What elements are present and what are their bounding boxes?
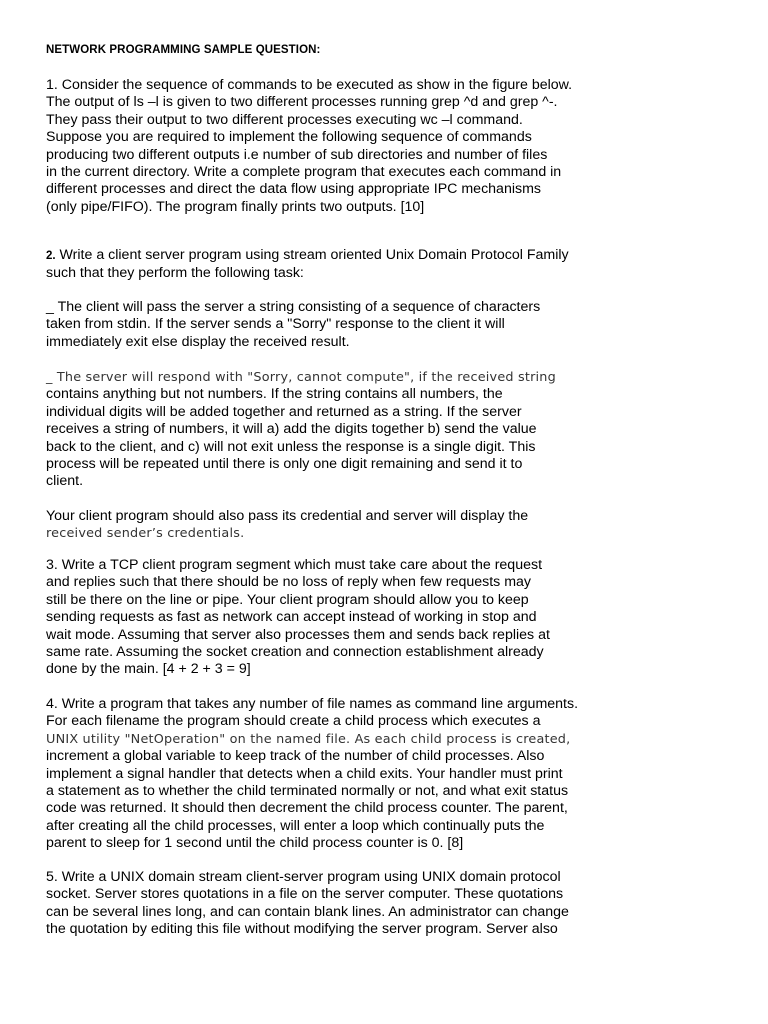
- q2-bullet-1: [46, 299, 646, 351]
- q1-line: The output of ls –l is given to two different processes running grep ^d and grep ^-.: [46, 94, 558, 111]
- q2-bullet2-line: receives a string of numbers, it will a) add the digits together b) send the value: [46, 421, 537, 438]
- q4-line: parent to sleep for 1 second until the child process counter is 0. [8]: [46, 835, 464, 852]
- q4-line: increment a global variable to keep track of the number of child processes. Also: [46, 748, 545, 765]
- q4-line: implement a signal handler that detects when a child exits. Your handler must print: [46, 765, 563, 782]
- q2-bullet2-line: back to the client, and c) will not exit unless the response is a single digit. This: [46, 438, 536, 455]
- q2-credentials-line: Your client program should also pass its credential and server will display the: [46, 508, 529, 524]
- q1-line: Suppose you are required to implement the following sequence of commands: [46, 129, 532, 146]
- q2-bullet2-first-line: _ The server will respond with "Sorry, cannot compute", if the received string: [46, 370, 556, 385]
- q4-line: after creating all the child processes, will enter a loop which continually puts the: [46, 817, 545, 834]
- question-2: [46, 247, 646, 283]
- q1-line: different processes and direct the data flow using appropriate IPC mechanisms: [46, 181, 541, 198]
- q4-line: For each filename the program should create a child process which executes a: [46, 713, 541, 730]
- q4-line: 4. Write a program that takes any number of file names as command line arguments.: [46, 696, 579, 712]
- q2-bullet1-line: taken from stdin. If the server sends a "Sorry" response to the client it will: [46, 316, 505, 333]
- q2-bullet1-line: immediately exit else display the received result.: [46, 333, 350, 350]
- q2-bullet-2: [46, 369, 646, 491]
- q1-line: They pass their output to two different processes executing wc –l command.: [46, 111, 523, 128]
- document-title: NETWORK PROGRAMMING SAMPLE QUESTION:: [46, 44, 321, 56]
- q2-line: such that they perform the following task:: [46, 265, 304, 282]
- question-4: [46, 696, 646, 853]
- question-1: [46, 77, 646, 216]
- q2-credentials: [46, 508, 646, 543]
- q3-line: and replies such that there should be no loss of reply when few requests may: [46, 574, 532, 591]
- q2-intro-text: Write a client server program using stream oriented Unix Domain Protocol Family: [55, 247, 569, 263]
- q1-line: producing two different outputs i.e number of sub directories and number of files: [46, 146, 548, 163]
- q2-intro-line: [46, 247, 646, 265]
- q2-bullet2-line: contains anything but not numbers. If the string contains all numbers, the: [46, 386, 503, 403]
- q2-bullet1-line: _ The client will pass the server a string consisting of a sequence of characters: [46, 299, 541, 315]
- question-3: [46, 557, 646, 679]
- q2-bullet2-line: individual digits will be added together and returned as a string. If the server: [46, 403, 522, 420]
- q3-line: same rate. Assuming the socket creation and connection establishment already: [46, 644, 544, 661]
- q3-line: wait mode. Assuming that server also processes them and sends back replies at: [46, 626, 550, 643]
- q3-line: 3. Write a TCP client program segment which must take care about the request: [46, 557, 543, 573]
- q4-line: code was returned. It should then decrement the child process counter. The parent,: [46, 800, 568, 817]
- q1-line: 1. Consider the sequence of commands to be executed as show in the figure below.: [46, 77, 573, 93]
- q2-credentials-line: received sender’s credentials.: [46, 526, 245, 542]
- q5-line: socket. Server stores quotations in a file on the server computer. These quotations: [46, 886, 564, 903]
- question-5: [46, 869, 646, 939]
- q3-line: done by the main. [4 + 2 + 3 = 9]: [46, 661, 251, 678]
- q5-line: can be several lines long, and can contain blank lines. An administrator can change: [46, 903, 569, 920]
- q2-bullet2-line: process will be repeated until there is only one digit remaining and send it to: [46, 456, 523, 473]
- q5-line: the quotation by editing this file without modifying the server program. Server also: [46, 921, 558, 938]
- q2-bullet2-line: client.: [46, 473, 84, 490]
- q1-line: (only pipe/FIFO). The program finally prints two outputs. [10]: [46, 198, 425, 215]
- q3-line: still be there on the line or pipe. Your client program should allow you to keep: [46, 591, 529, 608]
- q2-number: 2.: [46, 250, 56, 262]
- q1-line: in the current directory. Write a complete program that executes each command in: [46, 164, 562, 181]
- q4-line: UNIX utility "NetOperation" on the named file. As each child process is created,: [46, 731, 571, 747]
- q3-line: sending requests as fast as network can accept instead of working in stop and: [46, 609, 537, 626]
- q5-line: 5. Write a UNIX domain stream client-server program using UNIX domain protocol: [46, 869, 561, 885]
- q4-line: a statement as to whether the child terminated normally or not, and what exit status: [46, 783, 569, 800]
